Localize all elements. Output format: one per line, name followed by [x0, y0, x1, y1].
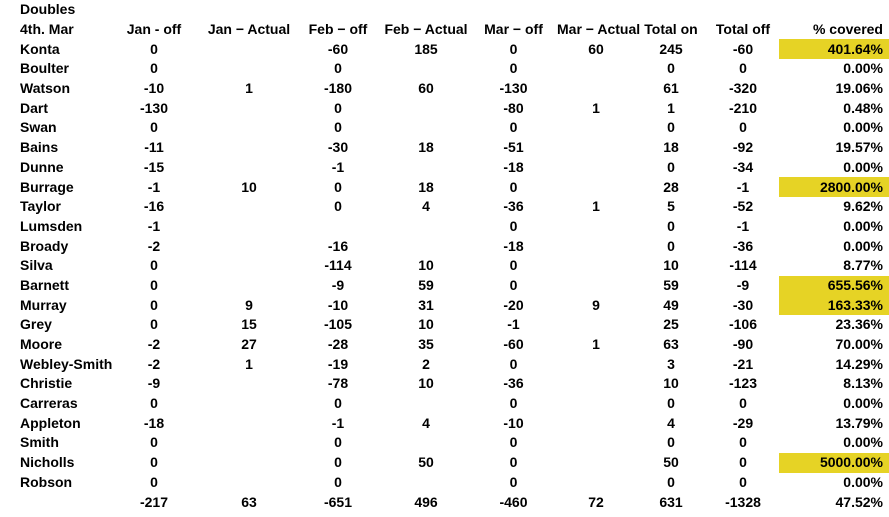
mar-off-cell: 0: [509, 355, 518, 372]
feb-actual-cell: 2: [422, 355, 430, 372]
title-row: [0, 0, 889, 20]
total-off-cell: 0: [739, 473, 747, 490]
jan-actual-cell: [204, 138, 294, 158]
player-name: Dart: [20, 99, 49, 116]
header-total-on: Total on: [644, 21, 698, 38]
mar-off-cell: -18: [503, 237, 524, 254]
feb-actual-cell: [382, 236, 470, 256]
total-on-cell: 1: [667, 99, 675, 116]
table-row: [0, 39, 889, 59]
feb-actual-cell: [382, 473, 470, 493]
player-name: Konta: [20, 40, 60, 57]
feb-off-cell: 0: [334, 99, 342, 116]
total-off-cell: -106: [728, 316, 758, 333]
player-name: [0, 492, 104, 512]
total-off-cell: 0: [739, 60, 747, 77]
jan-actual-cell: [204, 118, 294, 138]
mar-actual-cell: [557, 256, 635, 276]
mar-actual-cell: 1: [592, 198, 600, 215]
jan-off-cell: 0: [150, 395, 158, 412]
player-name: Dunne: [20, 158, 64, 175]
total-on-cell: 10: [663, 257, 679, 274]
mar-off-cell: 0: [509, 473, 518, 490]
feb-off-cell: -30: [327, 139, 349, 156]
player-name: Moore: [20, 336, 62, 353]
feb-off-cell: -78: [327, 375, 349, 392]
jan-off-cell: -2: [147, 237, 161, 254]
mar-actual-cell: 9: [592, 296, 600, 313]
mar-off-cell: 0: [509, 178, 518, 195]
jan-off-cell: 0: [150, 257, 158, 274]
mar-off-cell: 0: [509, 257, 518, 274]
mar-off-cell: -460: [499, 493, 528, 510]
player-name: Bains: [20, 139, 59, 156]
mar-off-cell: 0: [509, 454, 518, 471]
feb-actual-cell: [382, 158, 470, 178]
mar-actual-cell: [557, 79, 635, 99]
mar-off-cell: 0: [509, 40, 518, 57]
jan-off-cell: -11: [144, 139, 164, 156]
sheet-date: 4th. Mar: [20, 21, 74, 38]
mar-off-cell: 0: [509, 217, 518, 234]
header-jan-off: Jan - off: [126, 21, 182, 38]
total-off-cell: -320: [728, 80, 758, 97]
table-row: [0, 354, 889, 374]
mar-off-cell: 0: [509, 395, 518, 412]
total-on-cell: 25: [663, 316, 679, 333]
jan-actual-cell: [204, 98, 294, 118]
player-name: Grey: [20, 316, 52, 333]
table-row: [0, 295, 889, 315]
jan-actual-cell: [204, 197, 294, 217]
player-name: Silva: [20, 257, 53, 274]
jan-actual-cell: [204, 39, 294, 59]
pct-covered-cell: 0.00%: [843, 119, 883, 136]
jan-off-cell: 0: [150, 60, 158, 77]
table-row: [0, 158, 889, 178]
feb-off-cell: -60: [327, 40, 349, 57]
pct-covered-cell: 0.00%: [843, 473, 883, 490]
mar-actual-cell: [557, 453, 635, 473]
total-off-cell: -92: [732, 139, 754, 156]
feb-actual-cell: 60: [418, 80, 434, 97]
feb-actual-cell: [382, 59, 470, 79]
feb-actual-cell: [382, 217, 470, 237]
total-on-cell: 0: [667, 119, 675, 136]
pct-covered-cell: 0.00%: [843, 237, 883, 254]
player-name: Boulter: [20, 60, 69, 77]
total-on-cell: 0: [667, 473, 675, 490]
jan-actual-cell: 63: [241, 493, 257, 510]
player-name: Watson: [20, 80, 71, 97]
player-name: Burrage: [20, 178, 74, 195]
jan-off-cell: 0: [150, 119, 158, 136]
feb-actual-cell: 10: [418, 316, 434, 333]
totals-row: [0, 492, 889, 512]
mar-off-cell: -80: [503, 99, 524, 116]
feb-off-cell: -10: [327, 296, 349, 313]
table-row: [0, 374, 889, 394]
jan-off-cell: 0: [150, 40, 158, 57]
total-off-cell: -60: [732, 40, 754, 57]
mar-actual-cell: [557, 354, 635, 374]
feb-off-cell: -651: [323, 493, 353, 510]
mar-off-cell: -36: [503, 198, 524, 215]
mar-off-cell: 0: [509, 119, 518, 136]
mar-actual-cell: 1: [592, 336, 600, 353]
jan-actual-cell: [204, 59, 294, 79]
total-off-cell: -1: [736, 178, 750, 195]
total-off-cell: 0: [739, 119, 747, 136]
table-row: [0, 413, 889, 433]
player-name: Carreras: [20, 395, 78, 412]
total-on-cell: 50: [663, 454, 679, 471]
total-off-cell: -34: [732, 158, 754, 175]
mar-actual-cell: [557, 374, 635, 394]
pct-covered-cell: 8.77%: [843, 257, 883, 274]
mar-off-cell: 0: [509, 60, 518, 77]
total-off-cell: -30: [732, 296, 754, 313]
mar-actual-cell: [557, 177, 635, 197]
pct-covered-cell: 0.00%: [843, 158, 883, 175]
pct-covered-cell: 401.64%: [779, 39, 889, 59]
total-off-cell: 0: [739, 454, 747, 471]
total-off-cell: -1: [736, 217, 750, 234]
table-row: [0, 236, 889, 256]
feb-off-cell: -9: [331, 276, 345, 293]
mar-actual-cell: [557, 118, 635, 138]
mar-actual-cell: [557, 394, 635, 414]
total-off-cell: -36: [732, 237, 754, 254]
mar-off-cell: -10: [503, 414, 524, 431]
jan-actual-cell: 27: [241, 336, 257, 353]
mar-actual-cell: [557, 276, 635, 296]
jan-actual-cell: 10: [241, 178, 257, 195]
feb-off-cell: 0: [334, 395, 342, 412]
total-on-cell: 0: [667, 237, 675, 254]
jan-off-cell: 0: [150, 296, 158, 313]
jan-off-cell: -18: [143, 414, 165, 431]
feb-actual-cell: 496: [414, 493, 438, 510]
mar-off-cell: 0: [509, 276, 518, 293]
jan-actual-cell: 9: [245, 296, 253, 313]
feb-actual-cell: 18: [418, 139, 434, 156]
jan-actual-cell: [204, 433, 294, 453]
pct-covered-cell: 8.13%: [843, 375, 883, 392]
total-on-cell: 4: [667, 414, 675, 431]
table-row: [0, 59, 889, 79]
pct-covered-cell: 0.48%: [843, 99, 883, 116]
total-on-cell: 61: [663, 80, 679, 97]
mar-off-cell: -51: [503, 139, 524, 156]
jan-off-cell: 0: [150, 473, 158, 490]
player-name: Lumsden: [20, 217, 83, 234]
feb-off-cell: 0: [334, 178, 342, 195]
player-name: Murray: [20, 296, 67, 313]
table-row: [0, 217, 889, 237]
table-row: [0, 453, 889, 473]
total-on-cell: 18: [663, 139, 679, 156]
jan-actual-cell: [204, 236, 294, 256]
jan-actual-cell: [204, 473, 294, 493]
feb-actual-cell: 50: [418, 454, 434, 471]
jan-off-cell: -217: [139, 493, 169, 510]
jan-actual-cell: 1: [245, 80, 253, 97]
feb-off-cell: -1: [331, 414, 345, 431]
total-on-cell: 0: [667, 158, 675, 175]
pct-covered-cell: 0.00%: [843, 434, 883, 451]
jan-actual-cell: [204, 256, 294, 276]
table-row: [0, 473, 889, 493]
table-row: [0, 256, 889, 276]
jan-actual-cell: [204, 394, 294, 414]
feb-off-cell: 0: [334, 119, 342, 136]
total-on-cell: 5: [667, 198, 675, 215]
jan-actual-cell: [204, 158, 294, 178]
jan-off-cell: -130: [139, 99, 169, 116]
table-row: [0, 394, 889, 414]
player-name: Christie: [20, 375, 73, 392]
mar-actual-cell: [557, 473, 635, 493]
jan-off-cell: -9: [147, 375, 161, 392]
header-feb-off: Feb − off: [308, 21, 368, 38]
table-row: [0, 197, 889, 217]
sheet-title: Doubles: [20, 1, 76, 18]
player-name: Smith: [20, 434, 59, 451]
pct-covered-cell: 163.33%: [779, 295, 889, 315]
pct-covered-cell: 9.62%: [843, 198, 883, 215]
pct-covered-cell: 2800.00%: [779, 177, 889, 197]
total-on-cell: 63: [663, 336, 679, 353]
mar-off-cell: 0: [509, 434, 518, 451]
total-off-cell: -21: [732, 355, 754, 372]
mar-off-cell: -130: [499, 80, 528, 97]
feb-off-cell: -180: [323, 80, 353, 97]
total-off-cell: -9: [736, 276, 750, 293]
total-on-cell: 0: [667, 395, 675, 412]
mar-actual-cell: [557, 315, 635, 335]
total-off-cell: -90: [732, 336, 754, 353]
player-name: Robson: [20, 473, 73, 490]
jan-actual-cell: [204, 374, 294, 394]
feb-off-cell: 0: [334, 454, 342, 471]
jan-off-cell: -2: [147, 336, 161, 353]
total-on-cell: 0: [667, 434, 675, 451]
total-on-cell: 245: [659, 40, 683, 57]
table-row: [0, 335, 889, 355]
player-name: Nicholls: [20, 454, 75, 471]
jan-off-cell: -10: [143, 80, 165, 97]
pct-covered-cell: 13.79%: [835, 414, 883, 431]
feb-off-cell: -1: [331, 158, 345, 175]
feb-actual-cell: 31: [418, 296, 434, 313]
mar-actual-cell: [557, 433, 635, 453]
total-off-cell: -52: [732, 198, 754, 215]
jan-actual-cell: [204, 453, 294, 473]
player-name: Barnett: [20, 276, 70, 293]
mar-actual-cell: 72: [588, 493, 604, 510]
feb-actual-cell: 59: [418, 276, 434, 293]
mar-actual-cell: [557, 413, 635, 433]
header-total-off: Total off: [715, 21, 771, 38]
pct-covered-cell: 5000.00%: [779, 453, 889, 473]
header-pct-covered: % covered: [812, 21, 883, 38]
jan-actual-cell: [204, 217, 294, 237]
total-on-cell: 631: [659, 493, 683, 510]
jan-actual-cell: [204, 413, 294, 433]
pct-covered-cell: 14.29%: [835, 355, 883, 372]
table-row: [0, 433, 889, 453]
mar-actual-cell: [557, 138, 635, 158]
mar-off-cell: -1: [507, 316, 520, 333]
total-on-cell: 10: [663, 375, 679, 392]
jan-off-cell: 0: [150, 454, 158, 471]
jan-off-cell: 0: [150, 276, 158, 293]
feb-actual-cell: [382, 394, 470, 414]
table-row: [0, 79, 889, 99]
jan-off-cell: -2: [147, 355, 161, 372]
header-feb-actual: Feb − Actual: [384, 21, 468, 38]
pct-covered-cell: 47.52%: [835, 493, 883, 510]
total-on-cell: 3: [667, 355, 675, 372]
feb-off-cell: 0: [334, 198, 342, 215]
feb-off-cell: 0: [334, 60, 342, 77]
jan-off-cell: -1: [147, 178, 161, 195]
jan-actual-cell: 1: [245, 355, 253, 372]
total-on-cell: 0: [667, 217, 675, 234]
feb-actual-cell: 4: [422, 414, 430, 431]
feb-off-cell: -19: [327, 355, 349, 372]
feb-actual-cell: [382, 98, 470, 118]
feb-off-cell: 0: [334, 473, 342, 490]
mar-actual-cell: 1: [592, 99, 600, 116]
header-row: [0, 20, 889, 40]
pct-covered-cell: 19.57%: [835, 139, 883, 156]
feb-actual-cell: 185: [414, 40, 438, 57]
pct-covered-cell: 0.00%: [843, 217, 883, 234]
mar-actual-cell: [557, 236, 635, 256]
table-row: [0, 98, 889, 118]
total-off-cell: -210: [728, 99, 758, 116]
total-on-cell: 28: [663, 178, 679, 195]
jan-off-cell: 0: [150, 434, 158, 451]
table-row: [0, 276, 889, 296]
mar-actual-cell: [557, 158, 635, 178]
player-name: Swan: [20, 119, 57, 136]
total-off-cell: -123: [728, 375, 758, 392]
total-off-cell: -1328: [725, 493, 761, 510]
jan-off-cell: 0: [150, 316, 158, 333]
header-mar-off: Mar − off: [484, 21, 543, 38]
table-row: [0, 138, 889, 158]
total-on-cell: 49: [663, 296, 679, 313]
header-mar-actual: Mar − Actual: [557, 21, 641, 38]
pct-covered-cell: 0.00%: [843, 395, 883, 412]
pct-covered-cell: 0.00%: [843, 60, 883, 77]
jan-actual-cell: [204, 276, 294, 296]
feb-off-cell: 0: [334, 434, 342, 451]
feb-off-cell: -105: [323, 316, 353, 333]
player-name: Taylor: [20, 198, 61, 215]
feb-off-cell: -28: [327, 336, 349, 353]
feb-off-cell: -114: [324, 257, 352, 274]
mar-actual-cell: [557, 59, 635, 79]
header-jan-actual: Jan − Actual: [207, 21, 291, 38]
feb-actual-cell: [382, 118, 470, 138]
feb-actual-cell: 10: [418, 375, 434, 392]
mar-off-cell: -36: [503, 375, 524, 392]
feb-actual-cell: 18: [418, 178, 434, 195]
feb-actual-cell: 35: [418, 336, 434, 353]
jan-actual-cell: 15: [241, 316, 257, 333]
jan-off-cell: -1: [147, 217, 161, 234]
pct-covered-cell: 19.06%: [835, 80, 883, 97]
total-on-cell: 59: [663, 276, 679, 293]
player-name: Appleton: [20, 414, 81, 431]
feb-actual-cell: 4: [422, 198, 430, 215]
total-off-cell: -29: [732, 414, 754, 431]
table-row: [0, 315, 889, 335]
pct-covered-cell: 23.36%: [835, 316, 883, 333]
feb-off-cell: [294, 217, 382, 237]
jan-off-cell: -15: [143, 158, 165, 175]
table-row: [0, 118, 889, 138]
mar-actual-cell: 60: [588, 40, 604, 57]
feb-off-cell: -16: [327, 237, 349, 254]
mar-off-cell: -20: [503, 296, 524, 313]
player-name: Webley-Smith: [20, 355, 113, 372]
pct-covered-cell: 655.56%: [779, 276, 889, 296]
player-name: Broady: [20, 237, 69, 254]
feb-actual-cell: 10: [418, 257, 434, 274]
mar-actual-cell: [557, 217, 635, 237]
table-row: [0, 177, 889, 197]
feb-actual-cell: [382, 433, 470, 453]
total-off-cell: 0: [739, 434, 747, 451]
pct-covered-cell: 70.00%: [835, 336, 883, 353]
total-off-cell: -114: [729, 257, 757, 274]
total-off-cell: 0: [739, 395, 747, 412]
mar-off-cell: -60: [503, 336, 524, 353]
mar-off-cell: -18: [503, 158, 524, 175]
jan-off-cell: -16: [143, 198, 165, 215]
total-on-cell: 0: [667, 60, 675, 77]
